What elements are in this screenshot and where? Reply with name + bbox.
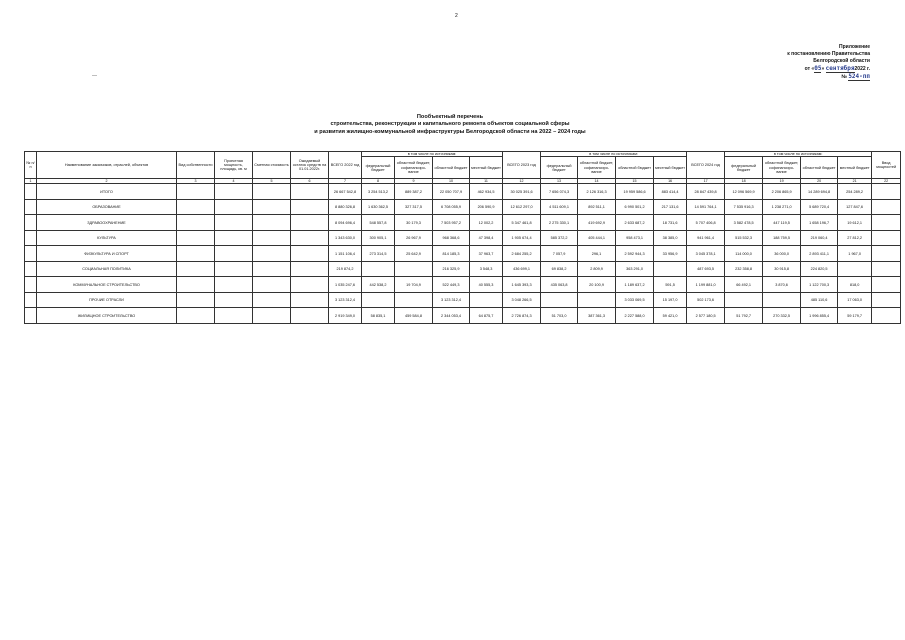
cell-value: 12 612 297,0 xyxy=(503,199,541,215)
cell-value: 3 582 478,5 xyxy=(725,215,763,231)
cell-value: 51 792,7 xyxy=(725,308,763,324)
cell-value: 2 726 874,3 xyxy=(503,308,541,324)
cell-ownership xyxy=(177,308,215,324)
column-number: 2 xyxy=(37,179,177,184)
column-number: 3 xyxy=(177,179,215,184)
cell-capacity xyxy=(215,277,253,293)
appendix-line1: к постановлению Правительства xyxy=(787,51,870,57)
cell-value: 363 291,0 xyxy=(616,261,654,277)
header-capacity-type: Ввод мощностей xyxy=(872,152,901,179)
column-number: 14 xyxy=(578,179,616,184)
cell-value: 462 934,5 xyxy=(470,184,503,200)
cell-value: 127 847,6 xyxy=(838,199,872,215)
cell-value: 2 684 255,2 xyxy=(503,246,541,262)
cell-remainder xyxy=(291,308,329,324)
appendix-number xyxy=(720,73,870,81)
cell-value: 1 189 637,2 xyxy=(616,277,654,293)
cell-value: 941 961,4 xyxy=(687,230,725,246)
cell-value: 206 590,9 xyxy=(470,199,503,215)
header-total-2022: ВСЕГО 2022 год xyxy=(329,152,362,179)
table-row xyxy=(25,292,901,308)
cell-cost xyxy=(253,215,291,231)
cell-value: 5 689 720,4 xyxy=(801,199,838,215)
number-prefix: № xyxy=(841,74,847,80)
cell-value: 20 100,9 xyxy=(578,277,616,293)
cell-value: 435 063,8 xyxy=(541,277,578,293)
table-row xyxy=(25,308,901,324)
table-row xyxy=(25,215,901,231)
cell-value xyxy=(763,292,801,308)
cell-value: 7 656 074,3 xyxy=(541,184,578,200)
cell-capacity-type xyxy=(872,292,901,308)
cell-value: 2 893 411,1 xyxy=(801,246,838,262)
cell-value: 36 000,0 xyxy=(763,246,801,262)
cell-remainder xyxy=(291,277,329,293)
cell-value: 114 000,0 xyxy=(725,246,763,262)
cell-value: 522 449,3 xyxy=(433,277,470,293)
cell-value xyxy=(578,292,616,308)
cell-value: 487 693,5 xyxy=(687,261,725,277)
cell-name: КУЛЬТУРА xyxy=(37,230,177,246)
cell-value: 30 915,8 xyxy=(763,261,801,277)
cell-value: 66 492,1 xyxy=(725,277,763,293)
cell-value: 30 025 391,6 xyxy=(503,184,541,200)
cell-remainder xyxy=(291,184,329,200)
cell-capacity xyxy=(215,246,253,262)
cell-value: 883 414,4 xyxy=(654,184,687,200)
cell-value: 219 874,2 xyxy=(329,261,362,277)
cell-cost xyxy=(253,261,291,277)
cell-name: ЗДРАВООХРАНЕНИЕ xyxy=(37,215,177,231)
cell-value: 8 094 696,4 xyxy=(329,215,362,231)
cell-value: 224 820,5 xyxy=(801,261,838,277)
cell-value: 889 387,2 xyxy=(395,184,433,200)
column-number: 18 xyxy=(725,179,763,184)
header-regional-cofin: областной бюджет, софинансиро-вание xyxy=(395,157,433,179)
column-number: 7 xyxy=(329,179,362,184)
cell-value: 7 503 957,2 xyxy=(433,215,470,231)
cell-value: 40 555,3 xyxy=(470,277,503,293)
date-year: 2022 г. xyxy=(854,66,870,72)
appendix-date xyxy=(720,65,870,73)
column-number: 6 xyxy=(291,179,329,184)
cell-ownership xyxy=(177,246,215,262)
number-value: 524-пп xyxy=(848,73,870,80)
cell-value: 7 535 916,3 xyxy=(725,199,763,215)
cell-value: 436 699,1 xyxy=(503,261,541,277)
cell-value: 188 759,5 xyxy=(763,230,801,246)
cell-capacity xyxy=(215,230,253,246)
cell-value: 59 421,0 xyxy=(654,308,687,324)
column-number: 8 xyxy=(362,179,395,184)
header-sources-2022: в том числе по источникам: xyxy=(362,152,503,157)
cell-value: 1 658 196,7 xyxy=(801,215,838,231)
cell-value: 19 612,1 xyxy=(838,215,872,231)
cell-capacity xyxy=(215,184,253,200)
cell-ownership xyxy=(177,261,215,277)
cell-value: 1 151 106,4 xyxy=(329,246,362,262)
cell-cost xyxy=(253,230,291,246)
cell-value: 6 990 501,2 xyxy=(616,199,654,215)
cell-value: 5 707 406,8 xyxy=(687,215,725,231)
cell-value: 327 317,5 xyxy=(395,199,433,215)
cell-capacity-type xyxy=(872,230,901,246)
column-number: 20 xyxy=(801,179,838,184)
cell-value: 217 131,6 xyxy=(654,199,687,215)
cell-value xyxy=(541,292,578,308)
table-row xyxy=(25,184,901,200)
column-number: 13 xyxy=(541,179,578,184)
cell-value: 22 050 707,9 xyxy=(433,184,470,200)
cell-value: 447 119,5 xyxy=(763,215,801,231)
cell-value: 3 123 312,4 xyxy=(433,292,470,308)
header-name: Наименование заказчиков, отраслей, объектов xyxy=(37,152,177,179)
cell-value: 3 048 266,5 xyxy=(503,292,541,308)
cell-value: 1 630 362,5 xyxy=(362,199,395,215)
cell-value xyxy=(362,261,395,277)
header-num: № п/п xyxy=(25,152,37,179)
column-number: 9 xyxy=(395,179,433,184)
cell-value: 2 592 944,3 xyxy=(616,246,654,262)
cell-value: 2 577 180,5 xyxy=(687,308,725,324)
cell-value: 548 557,8 xyxy=(362,215,395,231)
table-row xyxy=(25,261,901,277)
cell-num xyxy=(25,292,37,308)
cell-ownership xyxy=(177,215,215,231)
cell-ownership xyxy=(177,277,215,293)
cell-num xyxy=(25,215,37,231)
column-number: 15 xyxy=(616,179,654,184)
header-regional: областной бюджет xyxy=(433,157,470,179)
cell-capacity-type xyxy=(872,199,901,215)
header-capacity: Проектная мощность, площадь, кв. м xyxy=(215,152,253,179)
cell-capacity xyxy=(215,292,253,308)
cell-value: 958 473,1 xyxy=(616,230,654,246)
cell-value: 1 035 247,6 xyxy=(329,277,362,293)
cell-value: 219 060,4 xyxy=(801,230,838,246)
cell-capacity-type xyxy=(872,184,901,200)
header-local: местный бюджет xyxy=(470,157,503,179)
cell-value: 232 358,8 xyxy=(725,261,763,277)
document-title xyxy=(200,114,700,136)
header-ownership: Вид собственности xyxy=(177,152,215,179)
header-cost: Сметная стоимость xyxy=(253,152,291,179)
cell-value: 1 343 630,0 xyxy=(329,230,362,246)
cell-value xyxy=(838,261,872,277)
cell-cost xyxy=(253,277,291,293)
cell-value: 216 325,9 xyxy=(433,261,470,277)
cell-value: 254 289,2 xyxy=(838,184,872,200)
cell-value: 2 206 865,9 xyxy=(763,184,801,200)
cell-value xyxy=(395,292,433,308)
cell-ownership xyxy=(177,230,215,246)
cell-value: 2 633 687,2 xyxy=(616,215,654,231)
cell-value: 6 708 055,9 xyxy=(433,199,470,215)
cell-value: 3 033 069,5 xyxy=(616,292,654,308)
cell-value: 2 227 588,0 xyxy=(616,308,654,324)
table-row xyxy=(25,199,901,215)
appendix-block xyxy=(720,44,870,81)
cell-value: 296,1 xyxy=(578,246,616,262)
cell-value: 1 996 855,4 xyxy=(801,308,838,324)
cell-remainder xyxy=(291,261,329,277)
cell-value: 405 444,1 xyxy=(578,230,616,246)
column-number: 5 xyxy=(253,179,291,184)
cell-num xyxy=(25,199,37,215)
cell-value: 7 057,9 xyxy=(541,246,578,262)
cell-value: 892 511,1 xyxy=(578,199,616,215)
cell-num xyxy=(25,277,37,293)
cell-value: 3 548,3 xyxy=(470,261,503,277)
column-number: 11 xyxy=(470,179,503,184)
cell-value xyxy=(654,261,687,277)
cell-value: 19 704,9 xyxy=(395,277,433,293)
cell-value: 3 123 312,4 xyxy=(329,292,362,308)
header-regional: областной бюджет xyxy=(801,157,838,179)
cell-remainder xyxy=(291,292,329,308)
cell-cost xyxy=(253,246,291,262)
header-remainder: Ожидаемый остаток средств на 01.01.2022г. xyxy=(291,152,329,179)
cell-value xyxy=(395,261,433,277)
table-row xyxy=(25,230,901,246)
cell-num xyxy=(25,261,37,277)
cell-value: 515 532,3 xyxy=(725,230,763,246)
cell-value: 270 332,5 xyxy=(763,308,801,324)
cell-value: 2 275 330,1 xyxy=(541,215,578,231)
cell-value: 273 314,5 xyxy=(362,246,395,262)
cell-value: 27 812,2 xyxy=(838,230,872,246)
cell-value: 2 809,9 xyxy=(578,261,616,277)
header-federal: федеральный бюджет xyxy=(541,157,578,179)
cell-value: 1 238 271,0 xyxy=(763,199,801,215)
column-number: 10 xyxy=(433,179,470,184)
appendix-title: Приложение xyxy=(839,44,870,50)
cell-value: 485 110,6 xyxy=(801,292,838,308)
cell-value: 442 538,2 xyxy=(362,277,395,293)
header-regional: областной бюджет xyxy=(616,157,654,179)
date-prefix: от « xyxy=(804,66,815,72)
cell-value: 968 368,6 xyxy=(433,230,470,246)
cell-value: 4 511 609,1 xyxy=(541,199,578,215)
title-line1: Пообъектный перечень xyxy=(416,114,484,120)
cell-capacity-type xyxy=(872,246,901,262)
cell-value: 419 692,9 xyxy=(578,215,616,231)
cell-value: 3 870,6 xyxy=(763,277,801,293)
cell-ownership xyxy=(177,199,215,215)
column-number: 21 xyxy=(838,179,872,184)
cell-value: 502 173,6 xyxy=(687,292,725,308)
column-number: 4 xyxy=(215,179,253,184)
cell-value: 3 045 378,1 xyxy=(687,246,725,262)
cell-num xyxy=(25,246,37,262)
cell-value: 33 956,9 xyxy=(654,246,687,262)
cell-remainder xyxy=(291,230,329,246)
header-sources-2024: в том числе по источникам: xyxy=(725,152,872,157)
cell-value: 1 122 700,3 xyxy=(801,277,838,293)
cell-value: 47 398,4 xyxy=(470,230,503,246)
column-number: 19 xyxy=(763,179,801,184)
header-total-2024: ВСЕГО 2024 год xyxy=(687,152,725,179)
cell-num xyxy=(25,308,37,324)
cell-capacity xyxy=(215,199,253,215)
cell-value: 1 905 674,4 xyxy=(503,230,541,246)
cell-value: 19 959 586,6 xyxy=(616,184,654,200)
cell-value: 5 347 461,8 xyxy=(503,215,541,231)
cell-value xyxy=(725,292,763,308)
header-total-2023: ВСЕГО 2023 год xyxy=(503,152,541,179)
cell-capacity-type xyxy=(872,308,901,324)
title-line3: и развития жилищно-коммунальной инфраструктуры Белгородской области на 2022 – 2024 годы xyxy=(314,128,586,135)
cell-value: 459 584,8 xyxy=(395,308,433,324)
cell-value: 2 919 349,0 xyxy=(329,308,362,324)
column-number: 12 xyxy=(503,179,541,184)
cell-value: 51 703,0 xyxy=(541,308,578,324)
cell-value: 814 185,3 xyxy=(433,246,470,262)
cell-value: 818,0 xyxy=(838,277,872,293)
column-number: 17 xyxy=(687,179,725,184)
cell-capacity-type xyxy=(872,215,901,231)
cell-value: 591,5 xyxy=(654,277,687,293)
cell-value: 3 254 513,2 xyxy=(362,184,395,200)
cell-value: 59 179,7 xyxy=(838,308,872,324)
table-row xyxy=(25,277,901,293)
cell-remainder xyxy=(291,199,329,215)
cell-value: 2 126 316,3 xyxy=(578,184,616,200)
cell-value: 1 199 881,0 xyxy=(687,277,725,293)
cell-name: КОММУНАЛЬНОЕ СТРОИТЕЛЬСТВО xyxy=(37,277,177,293)
table-row xyxy=(25,246,901,262)
cell-value: 64 875,7 xyxy=(470,308,503,324)
cell-value: 12 096 569,9 xyxy=(725,184,763,200)
cell-value: 17 063,0 xyxy=(838,292,872,308)
cell-value: 18 731,6 xyxy=(654,215,687,231)
margin-mark: — xyxy=(92,73,97,79)
column-number: 16 xyxy=(654,179,687,184)
cell-value: 37 963,7 xyxy=(470,246,503,262)
cell-num xyxy=(25,230,37,246)
cell-value: 38 385,0 xyxy=(654,230,687,246)
cell-value: 12 002,2 xyxy=(470,215,503,231)
appendix-line2: Белгородской области xyxy=(813,58,870,64)
cell-value: 58 835,1 xyxy=(362,308,395,324)
cell-name: ОБРАЗОВАНИЕ xyxy=(37,199,177,215)
header-regional-cofin: областной бюджет, софинансиро-вание xyxy=(763,157,801,179)
cell-capacity xyxy=(215,261,253,277)
cell-ownership xyxy=(177,292,215,308)
date-month: сентября xyxy=(825,65,855,72)
cell-cost xyxy=(253,308,291,324)
cell-name: ИТОГО xyxy=(37,184,177,200)
cell-value: 8 880 326,8 xyxy=(329,199,362,215)
cell-value xyxy=(470,292,503,308)
cell-capacity xyxy=(215,215,253,231)
header-local: местный бюджет xyxy=(838,157,872,179)
cell-value: 30 179,3 xyxy=(395,215,433,231)
cell-ownership xyxy=(177,184,215,200)
cell-cost xyxy=(253,199,291,215)
cell-capacity-type xyxy=(872,277,901,293)
header-federal: федеральный бюджет xyxy=(362,157,395,179)
column-number: 22 xyxy=(872,179,901,184)
header-regional-cofin: областной бюджет, софинансиро-вание xyxy=(578,157,616,179)
cell-name: ЖИЛИЩНОЕ СТРОИТЕЛЬСТВО xyxy=(37,308,177,324)
cell-value: 1 645 393,3 xyxy=(503,277,541,293)
cell-value: 69 838,2 xyxy=(541,261,578,277)
cell-value: 14 289 694,8 xyxy=(801,184,838,200)
cell-remainder xyxy=(291,246,329,262)
cell-value: 387 361,3 xyxy=(578,308,616,324)
cell-remainder xyxy=(291,215,329,231)
cell-name: СОЦИАЛЬНАЯ ПОЛИТИКА xyxy=(37,261,177,277)
cell-value: 25 642,9 xyxy=(395,246,433,262)
cell-value: 585 372,2 xyxy=(541,230,578,246)
header-federal: федеральный бюджет xyxy=(725,157,763,179)
date-mid: » xyxy=(821,66,825,72)
cell-capacity-type xyxy=(872,261,901,277)
cell-capacity xyxy=(215,308,253,324)
date-day: 05 xyxy=(814,65,822,72)
cell-value: 1 967,0 xyxy=(838,246,872,262)
cell-value: 26 967,9 xyxy=(395,230,433,246)
title-line2: строительства, реконструкции и капитального ремонта объектов социальной сферы xyxy=(330,121,570,128)
cell-value: 300 905,1 xyxy=(362,230,395,246)
cell-value xyxy=(362,292,395,308)
cell-value: 26 667 542,8 xyxy=(329,184,362,200)
column-number: 1 xyxy=(25,179,37,184)
cell-name: ФИЗКУЛЬТУРА И СПОРТ xyxy=(37,246,177,262)
header-local: местный бюджет xyxy=(654,157,687,179)
page-number: 2 xyxy=(455,13,458,19)
cell-value: 28 847 439,8 xyxy=(687,184,725,200)
cell-value: 2 344 053,4 xyxy=(433,308,470,324)
cell-value: 15 197,0 xyxy=(654,292,687,308)
objects-table xyxy=(24,151,901,324)
header-sources-2023: в том числе по источникам: xyxy=(541,152,687,157)
cell-name: ПРОЧИЕ ОТРАСЛИ xyxy=(37,292,177,308)
cell-num xyxy=(25,184,37,200)
cell-cost xyxy=(253,292,291,308)
cell-value: 14 591 764,1 xyxy=(687,199,725,215)
cell-cost xyxy=(253,184,291,200)
